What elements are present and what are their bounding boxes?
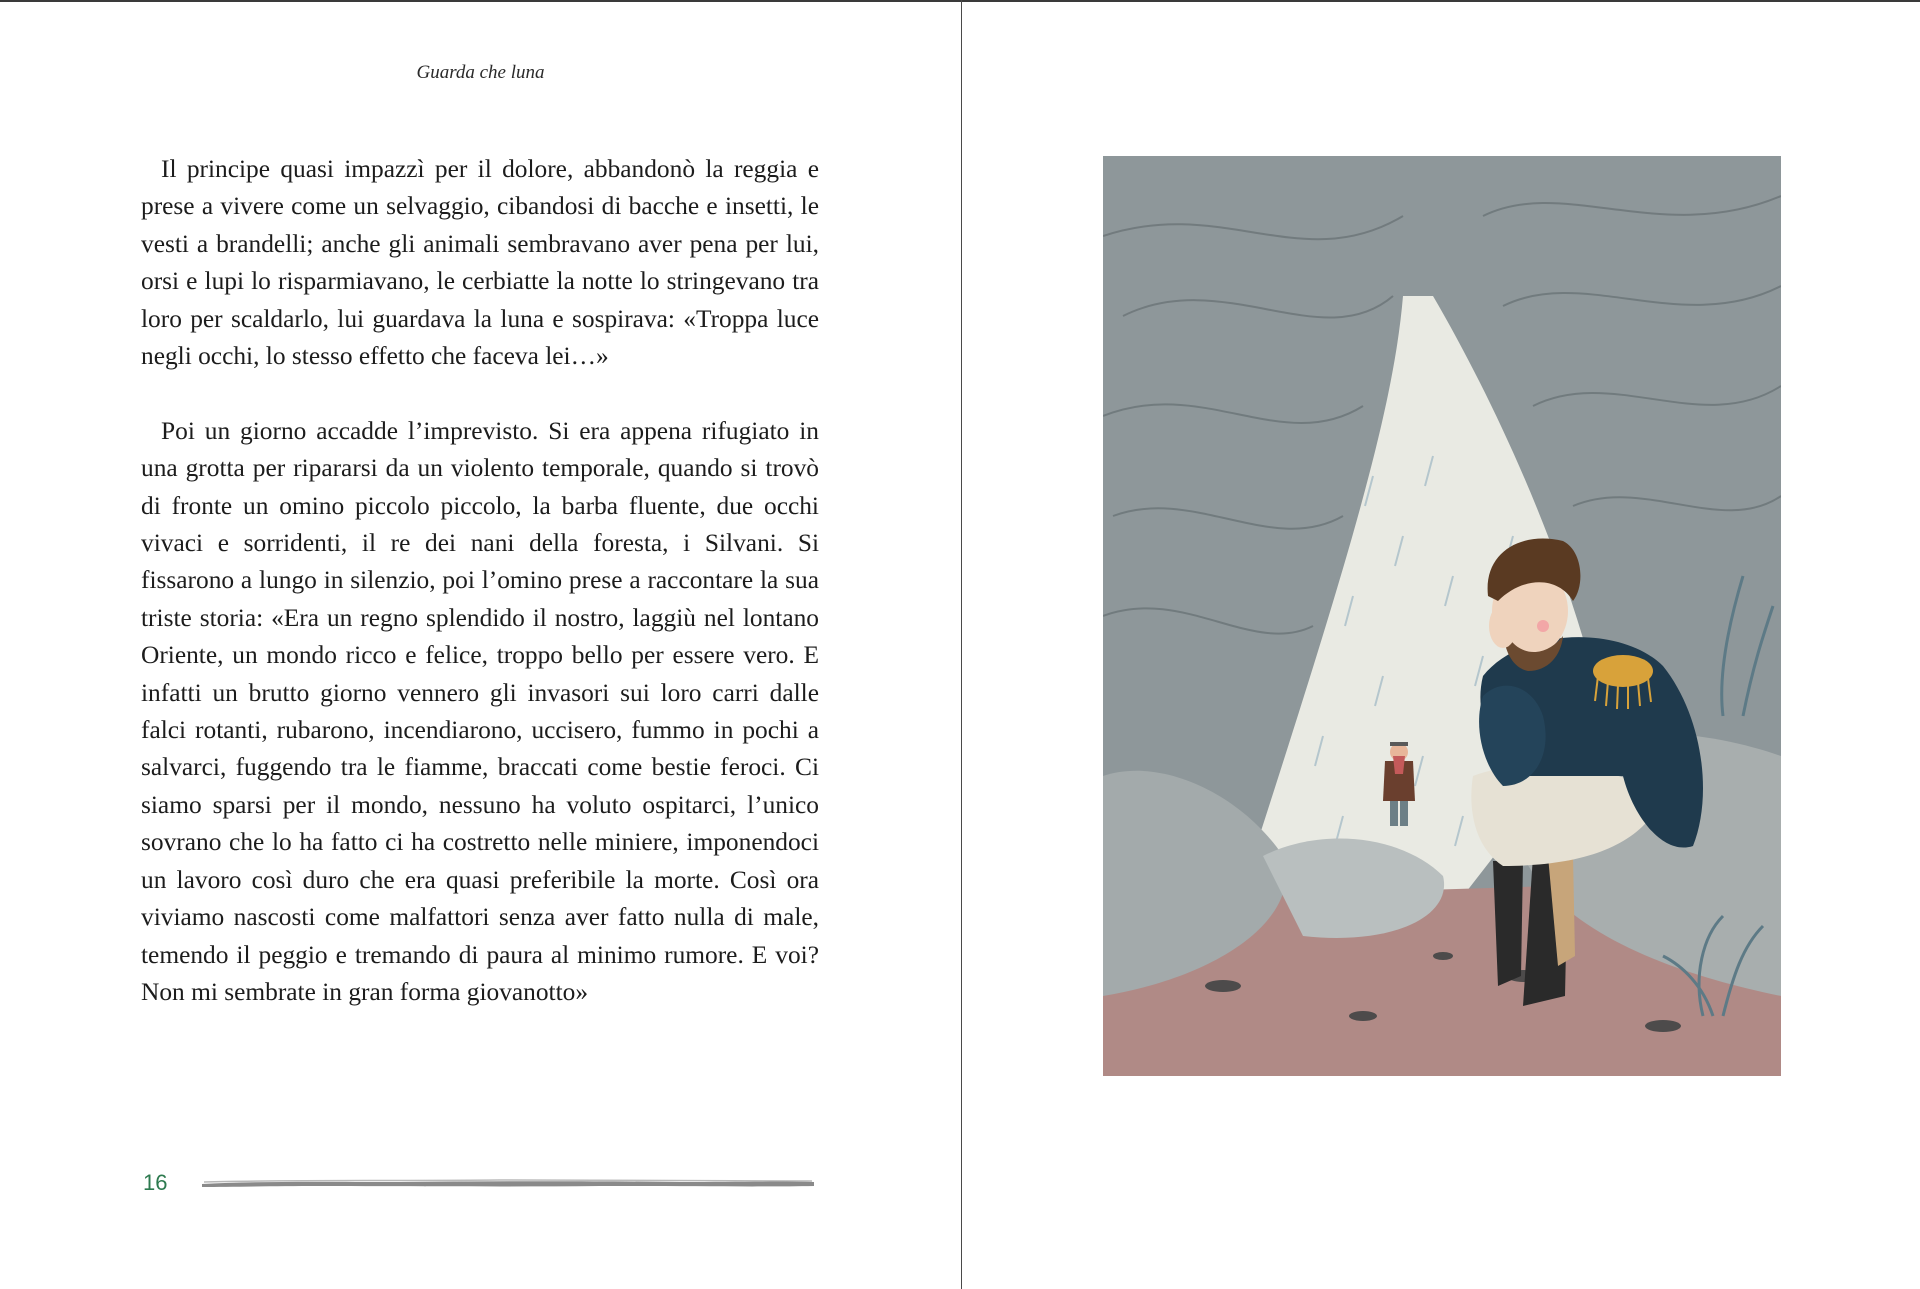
cave-illustration-art bbox=[1103, 156, 1781, 1076]
top-edge-rule bbox=[0, 0, 1920, 2]
paragraph-2: Poi un giorno accadde l’imprevisto. Si era appena rifugiato in una grotta per ripararsi da un violento temporale, quando si trovò di fronte un omino piccolo piccolo, la barba fluente, due occhi vivaci e sorridenti, il re dei nani della foresta, i Silvani. Si fissarono a lungo in silenzio, poi l’omino prese a raccontare la sua triste storia: «Era un regno splendido il nostro, laggiù nel lontano Oriente, un mondo ricco e felice, troppo bello per essere vero. E infatti un brutto giorno vennero gli invasori sui loro carri dalle falci rotanti, rubarono, incendiarono, uccisero, fummo in pochi a salvarci, fuggendo tra le fiamme, braccati come bestie feroci. Ci siamo sparsi per il mondo, nessuno ha voluto ospitarci, l’unico sovrano che lo ha fatto ci ha costretto nelle miniere, imponendoci un lavoro così duro che era quasi preferibile la morte. Così ora viviamo nascosti come malfattori senza aver fatto nulla di male, temendo il peggio e tremando di paura al minimo rumore. E voi? Non mi sembrate in gran forma giovanotto» bbox=[141, 416, 819, 1006]
brush-stroke-rule bbox=[200, 1176, 816, 1190]
page-number: 16 bbox=[143, 1170, 168, 1195]
running-head: Guarda che luna bbox=[416, 62, 545, 83]
cave-illustration bbox=[1103, 156, 1781, 1076]
paragraph-1: Il principe quasi impazzì per il dolore, abbandonò la reggia e prese a vivere come un selvaggio, cibandosi di bacche e insetti, le vesti a brandelli; anche gli animali sembravano aver pena per lui, orsi e lupi lo risparmiavano, le cerbiatte la notte lo stringevano tra loro per scaldarlo, lui guardava la luna e sospirava: «Troppa luce negli occhi, lo stesso effetto che faceva lei…» bbox=[141, 155, 819, 371]
body-text bbox=[141, 151, 819, 1011]
page-gutter bbox=[961, 0, 962, 1289]
